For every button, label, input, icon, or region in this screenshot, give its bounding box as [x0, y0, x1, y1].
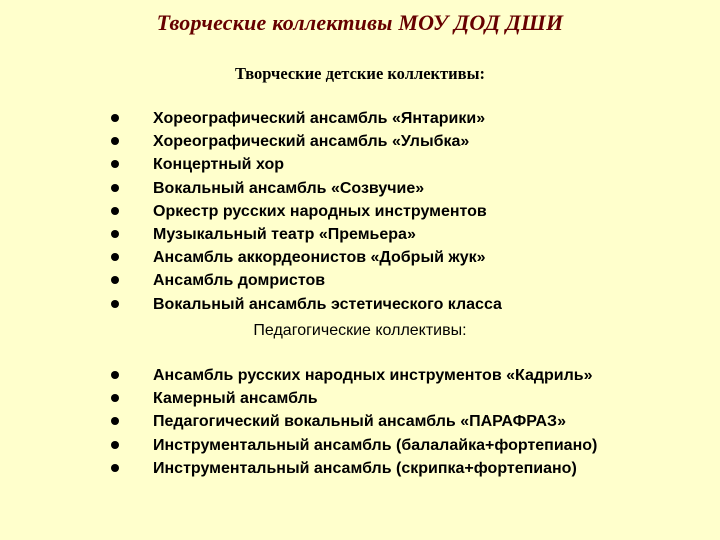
bullet-icon	[111, 417, 119, 425]
children-section-heading: Творческие детские коллективы:	[235, 64, 485, 83]
list-item-text: Концертный хор	[153, 156, 284, 174]
list-item	[0, 434, 720, 457]
list-item-text: Педагогический вокальный ансамбль «ПАРАФРАЗ»	[153, 413, 566, 431]
list-item	[0, 177, 720, 200]
list-item-text: Вокальный ансамбль «Созвучие»	[153, 179, 425, 197]
list-item-text: Вокальный ансамбль эстетического класса	[153, 295, 502, 313]
list-item	[0, 107, 720, 130]
list-item-text: Камерный ансамбль	[153, 390, 318, 408]
list-item-text: Инструментальный ансамбль (скрипка+фортепиано)	[153, 459, 577, 477]
list-item-text: Ансамбль аккордеонистов «Добрый жук»	[153, 249, 486, 267]
teachers-heading-colon: :	[462, 322, 467, 339]
bullet-icon	[111, 230, 119, 238]
list-item	[0, 269, 720, 292]
children-ensembles-list	[0, 107, 720, 316]
list-item	[0, 130, 720, 153]
list-item-text: Инструментальный ансамбль (балалайка+фортепиано)	[153, 436, 598, 454]
bullet-icon	[111, 184, 119, 192]
slide-title: Творческие коллективы МОУ ДОД ДШИ	[156, 10, 564, 35]
list-item-text: Хореографический ансамбль «Янтарики»	[153, 110, 486, 127]
list-item-text: Ансамбль домристов	[153, 272, 326, 290]
bullet-icon	[111, 276, 119, 284]
bullet-icon	[111, 441, 119, 449]
list-item	[0, 246, 720, 269]
list-item	[0, 223, 720, 246]
teachers-ensembles-list	[0, 364, 720, 480]
bullet-icon	[111, 371, 119, 379]
bullet-icon	[111, 464, 119, 472]
list-item	[0, 387, 720, 410]
list-item-text: Ансамбль русских народных инструментов «Кадриль»	[153, 367, 593, 384]
bullet-icon	[111, 207, 119, 215]
teachers-heading-text: Педагогические коллективы	[253, 322, 463, 339]
bullet-icon	[111, 160, 119, 168]
list-item-text: Оркестр русских народных инструментов	[153, 202, 487, 220]
list-item-text: Музыкальный театр «Премьера»	[153, 225, 416, 243]
list-item-text: Хореографический ансамбль «Улыбка»	[153, 133, 470, 151]
list-item	[0, 200, 720, 223]
bullet-icon	[111, 300, 119, 308]
list-item	[0, 153, 720, 176]
bullet-icon	[111, 137, 119, 145]
teachers-section-heading	[0, 322, 720, 340]
bullet-icon	[111, 114, 119, 122]
list-item	[0, 410, 720, 433]
list-item	[0, 364, 720, 387]
list-item	[0, 457, 720, 480]
bullet-icon	[111, 394, 119, 402]
list-item	[0, 293, 720, 316]
bullet-icon	[111, 253, 119, 261]
